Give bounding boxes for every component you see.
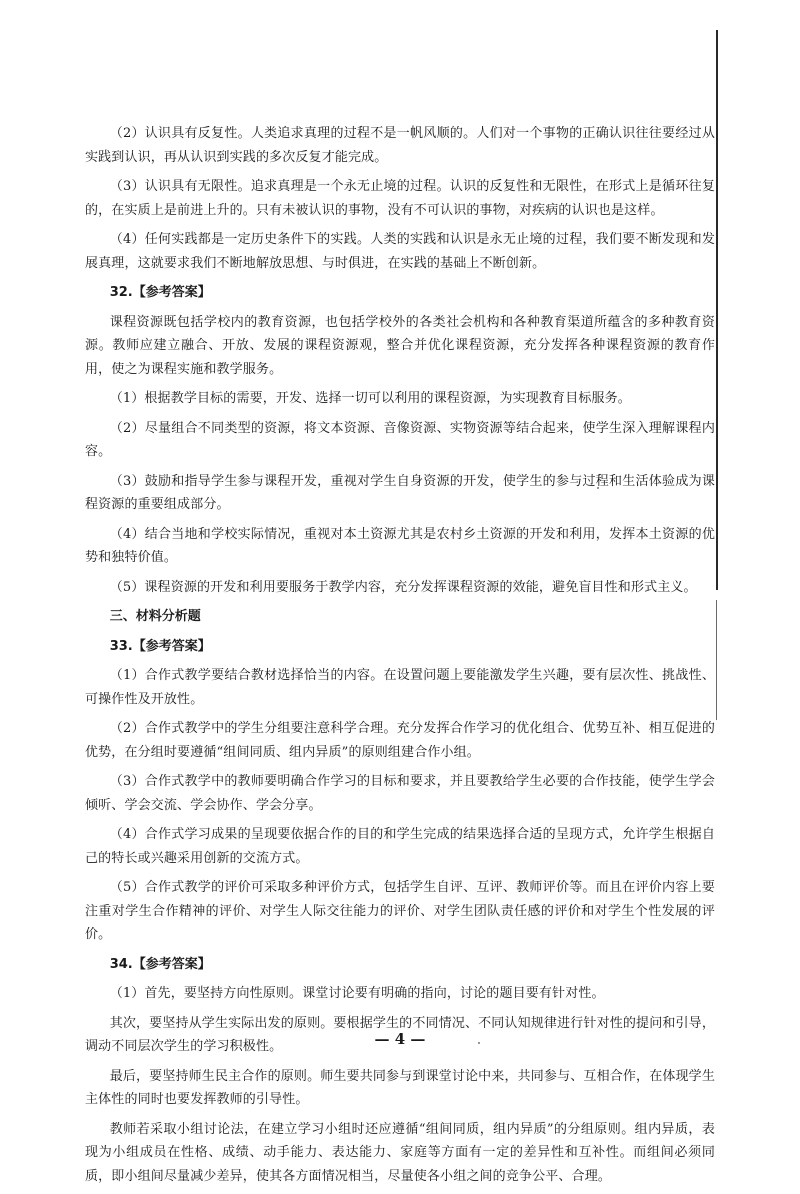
question-33-heading: 33.【参考答案】	[109, 638, 211, 654]
question-33-point: （3）合作式教学中的教师要明确合作学习的目标和要求，并且要教给学生必要的合作技能，使学生学会倾听、学会交流、学会协作、学会分享。	[85, 774, 715, 813]
binding-edge-line	[716, 30, 718, 590]
question-33-point: （1）合作式教学要结合教材选择恰当的内容。在设置问题上要能激发学生兴趣，要有层次性、挑战性、可操作性及开放性。	[85, 668, 715, 707]
question-32-heading: 32.【参考答案】	[109, 285, 211, 300]
question-34-point: （1）首先，要坚持方向性原则。课堂讨论要有明确的指向，讨论的题目要有针对性。	[109, 986, 605, 1001]
question-32-point: （3）鼓励和指导学生参与课程开发，重视对学生自身资源的开发，使学生的参与过程和生活体验成为课程资源的重要组成部分。	[85, 473, 715, 512]
question-34-point: 其次，要坚持从学生实际出发的原则。要根据学生的不同情况、不同认知规律进行针对性的提问和引导，调动不同层次学生的学习积极性。	[85, 1015, 715, 1054]
question-32-intro: 课程资源既包括学校内的教育资源，也包括学校外的各类社会机构和各种教育渠道所蕴含的多种教育资源。教师应建立融合、开放、发展的课程资源观，整合并优化课程资源，充分发挥各种课程资源的教育作用，使之为课程实施和教学服务。	[85, 314, 715, 377]
section-heading: 三、材料分析题	[109, 609, 201, 624]
question-32-point: （2）尽量组合不同类型的资源，将文本资源、音像资源、实物资源等结合起来，使学生深入理解课程内容。	[85, 420, 715, 459]
question-32-point: （1）根据教学目标的需要，开发、选择一切可以利用的课程资源，为实现教育目标服务。	[109, 391, 631, 406]
question-33-point: （5）合作式教学的评价可采取多种评价方式，包括学生自评、互评、教师评价等。而且在评价内容上要注重对学生合作精神的评价、对学生人际交往能力的评价、对学生团队责任感的评价和对学生个性发展的评价。	[85, 880, 715, 942]
question-34-point: 最后，要坚持师生民主合作的原则。师生要共同参与到课堂讨论中来，共同参与、互相合作，在体现学生主体性的同时也要发挥教师的引导性。	[85, 1068, 715, 1107]
question-33-point: （4）合作式学习成果的呈现要依据合作的目的和学生完成的结果选择合适的呈现方式，允许学生根据自己的特长或兴趣采用创新的交流方式。	[85, 827, 715, 866]
paragraph: （3）认识具有无限性。追求真理是一个永无止境的过程。认识的反复性和无限性，在形式上是循环往复的，在实质上是前进上升的。只有未被认识的事物，没有不可认识的事物，对疾病的认识也是这样。	[85, 179, 715, 218]
paragraph: （4）任何实践都是一定历史条件下的实践。人类的实践和认识是永无止境的过程，我们要不断发现和发展真理，这就要求我们不断地解放思想、与时俱进，在实践的基础上不断创新。	[85, 232, 715, 271]
question-34-point: 教师若采取小组讨论法，在建立学习小组时还应遵循“组间同质，组内异质”的分组原则。组内异质，表现为小组成员在性格、成绩、动手能力、表达能力、家庭等方面有一定的差异性和互补性。而组间必须同质，即小组间尽量减少差异，使其各方面情况相当，尽量使各小组之间的竞争公平、合理。	[85, 1121, 715, 1184]
question-33-point: （2）合作式教学中的学生分组要注意科学合理。充分发挥合作学习的优化组合、优势互补、相互促进的优势，在分组时要遵循“组间同质、组内异质”的原则组建合作小组。	[85, 721, 715, 760]
paragraph: （2）认识具有反复性。人类追求真理的过程不是一帆风顺的。人们对一个事物的正确认识往往要经过从实践到认识，再从认识到实践的多次反复才能完成。	[85, 126, 715, 165]
binding-edge-line-lower	[716, 600, 717, 720]
page-number: — 4 —	[374, 1030, 426, 1048]
question-32-point: （4）结合当地和学校实际情况，重视对本土资源尤其是农村乡土资源的开发和利用，发挥本土资源的优势和独特价值。	[85, 526, 715, 565]
question-34-heading: 34.【参考答案】	[109, 956, 211, 972]
question-32-point: （5）课程资源的开发和利用要服务于教学内容，充分发挥课程资源的效能，避免盲目性和形式主义。	[109, 579, 697, 595]
